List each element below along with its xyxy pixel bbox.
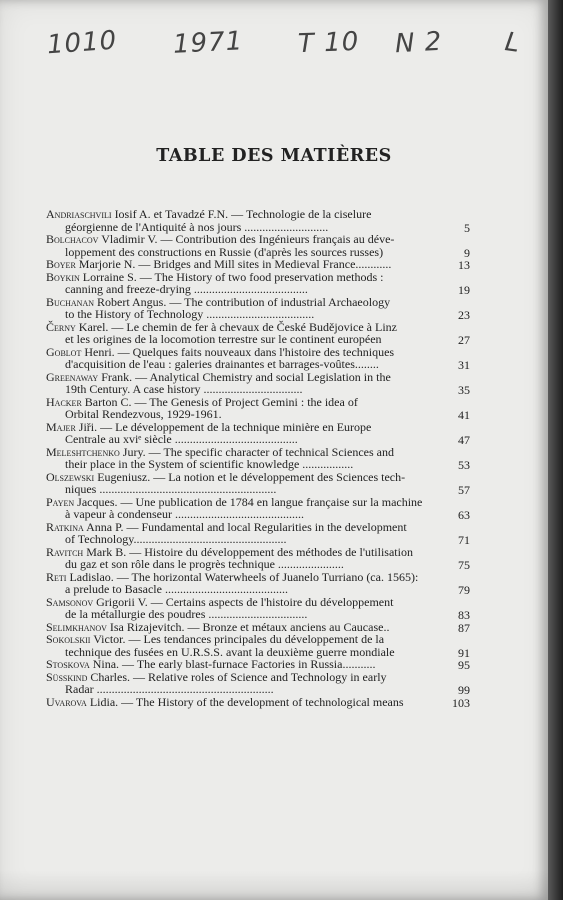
entry-title: Iosif A. et Tavadzé F.N. — Technologie de la ciselure [111, 207, 372, 221]
entry-text [46, 596, 438, 621]
toc-entry [46, 232, 470, 260]
entry-author: Meleshtchenko [46, 444, 120, 459]
page-number: 41 [458, 408, 470, 422]
entry-text [46, 321, 438, 346]
entry-title-continued: Orbital Rendezvous, 1929-1961. [65, 407, 222, 421]
entry-text [46, 471, 438, 496]
entry-title-continued: niques ........................................................... [65, 482, 277, 496]
page-number: 5 [464, 220, 470, 235]
entry-title-continued: Centrale au xviᵉ siècle ......................................... [65, 432, 298, 446]
entry-text [46, 546, 438, 571]
handwritten-text: N 2 [394, 26, 444, 60]
entry-text [46, 521, 438, 546]
handwritten-text: 1971 [172, 26, 244, 60]
entry-author: Hacker [46, 394, 82, 409]
entry-title: Jury. — The specific character of technical Sciences and [119, 444, 394, 459]
toc-entry [46, 469, 470, 497]
toc-entry [46, 544, 470, 572]
page-number: 71 [458, 533, 470, 547]
entry-title-continued: du gaz et son rôle dans le progrès technique ...................... [65, 557, 344, 571]
page-number: 91 [458, 645, 470, 660]
entry-author: Selimkhanov [46, 619, 107, 634]
page-bottom-shadow [0, 870, 548, 900]
entry-title-continued: à vapeur à condenseur ........................................... [65, 507, 304, 521]
book-edge [548, 0, 563, 900]
entry-title-continued: of Technology................................................... [65, 532, 287, 546]
entry-title: Robert Angus. — The contribution of industrial Archaeology [94, 294, 391, 309]
entry-title: Victor. — Les tendances principales du développement de la [90, 632, 385, 646]
page-number: 9 [464, 245, 470, 260]
toc-entry [46, 369, 470, 397]
entry-title: Jacques. — Une publication de 1784 en langue française sur la machine [74, 494, 423, 509]
entry-title: Ladislao. — The horizontal Waterwheels of Juanelo Turriano (ca. 1565): [66, 569, 419, 584]
entry-author: Ratkina [46, 519, 84, 534]
page-number: 35 [458, 383, 470, 397]
entry-author: Olszewski [46, 469, 95, 484]
entry-title-continued: de la métallurgie des poudres ................................. [65, 607, 308, 621]
page-number: 47 [458, 433, 470, 447]
entry-author: Sokolskii [46, 632, 91, 646]
entry-title: Lorraine S. — The History of two food preservation methods : [79, 269, 384, 284]
entry-author: Andriaschvili [46, 207, 112, 221]
page-number: 13 [458, 258, 470, 272]
entry-title: Vladimir V. — Contribution des Ingénieurs français au déve- [98, 232, 395, 246]
page-number: 23 [458, 308, 470, 322]
toc-entry [46, 269, 470, 297]
entry-text [46, 233, 438, 258]
entry-title: Isa Rizajevitch. — Bronze et métaux anciens au Caucase.. [106, 619, 390, 634]
entry-author: Payen [46, 494, 75, 509]
entry-title-continued: their place in the System of scientific knowledge ................. [65, 457, 354, 471]
entry-text [46, 696, 438, 709]
toc-entry [46, 419, 470, 447]
entry-title-continued: to the History of Technology .................................... [65, 307, 315, 321]
entry-author: Uvarova [46, 694, 87, 709]
toc-entry [46, 444, 470, 472]
entry-title: Anna P. — Fundamental and local Regularities in the development [83, 519, 407, 534]
toc-entry [46, 694, 470, 710]
toc-entry [46, 632, 470, 660]
handwritten-text: L [502, 27, 523, 59]
handwritten-text: 1010 [46, 25, 119, 61]
entry-author: Boykin [46, 269, 80, 284]
entry-text [46, 296, 438, 321]
entry-text [46, 271, 438, 296]
entry-author: Boyer [46, 257, 76, 271]
toc-entry [46, 207, 470, 235]
entry-title: Charles. — Relative roles of Science and Technology in early [87, 669, 387, 684]
entry-title-continued: canning and freeze-drying ...................................... [65, 282, 308, 296]
toc-entry [46, 519, 470, 547]
entry-text [46, 396, 438, 421]
entry-title: Frank. — Analytical Chemistry and social Legislation in the [98, 369, 391, 384]
entry-title: Jiři. — Le développement de la technique minière en Europe [75, 419, 372, 434]
page-number: 87 [458, 620, 470, 635]
toc-entry [46, 669, 470, 697]
entry-author: Süsskind [46, 669, 88, 684]
entry-title-continued: géorgienne de l'Antiquité à nos jours ............................ [65, 219, 329, 234]
entry-title: Karel. — Le chemin de fer à chevaux de České Budějovice à Linz [75, 319, 397, 334]
entry-text [46, 346, 438, 371]
entry-text [46, 421, 438, 446]
toc-entry [46, 319, 470, 347]
page-number: 53 [458, 458, 470, 472]
entry-title-continued: 19th Century. A case history ................................. [65, 382, 303, 396]
toc-entry [46, 394, 470, 422]
entry-author: Samsonov [46, 594, 94, 609]
entry-title-continued: technique des fusées en U.R.S.S. avant la deuxième guerre mondiale [65, 644, 395, 659]
toc-entry [46, 494, 470, 522]
entry-text [46, 671, 438, 696]
entry-text [46, 371, 438, 396]
entry-title: Mark B. — Histoire du développement des méthodes de l'utilisation [83, 544, 413, 559]
entry-title-continued: d'acquisition de l'eau : galeries drainantes et barrages-voûtes........ [65, 357, 379, 371]
entry-title: Marjorie N. — Bridges and Mill sites in Medieval France............ [75, 257, 392, 271]
entry-title-continued: loppement des constructions en Russie (d'après les sources russes) [65, 244, 384, 259]
entry-text [46, 446, 438, 471]
entry-author: Goblot [46, 344, 82, 359]
entry-text [46, 633, 438, 658]
toc-entry [46, 344, 470, 372]
page-number: 31 [458, 358, 470, 372]
entry-author: Bolchacov [46, 232, 99, 246]
entry-author: Ravitch [46, 544, 84, 559]
entry-author: Buchanan [46, 294, 95, 309]
toc-entry [46, 594, 470, 622]
entry-title: Henri. — Quelques faits nouveaux dans l'histoire des techniques [81, 344, 395, 359]
entry-title-continued: Radar ........................................................... [65, 682, 274, 696]
entry-title-continued: a prelude to Basacle ......................................... [65, 582, 288, 596]
entry-text [46, 208, 438, 233]
page-title: TABLE DES MATIÈRES [156, 146, 392, 166]
page-number: 79 [458, 583, 470, 597]
page-number: 83 [458, 608, 470, 622]
page-number: 95 [458, 658, 470, 672]
entry-title: Eugeniusz. — La notion et le développement des Sciences tech- [94, 469, 406, 484]
page-number: 99 [458, 683, 470, 697]
entry-author: Greenaway [46, 369, 99, 384]
handwritten-text: T 10 [297, 26, 360, 60]
entry-text [46, 496, 438, 521]
entry-title: Lidia. — The History of the development of technological means [86, 694, 404, 709]
page-number: 27 [458, 333, 470, 347]
entry-title: Nina. — The early blast-furnace Factories in Russia........... [89, 657, 376, 671]
page-number: 19 [458, 283, 470, 297]
entry-author: Majer [46, 419, 76, 434]
table-of-contents [46, 207, 470, 710]
entry-author: Reti [46, 569, 67, 584]
page-number: 103 [452, 695, 470, 710]
handwritten-note [35, 25, 535, 88]
entry-title-continued: et les origines de la locomotion terrestre sur le continent européen [65, 332, 382, 346]
toc-entry [46, 294, 470, 322]
entry-author: Stoskova [46, 657, 90, 671]
entry-title: Barton C. — The Genesis of Project Gemini : the idea of [81, 394, 358, 409]
entry-text [46, 571, 438, 596]
toc-entry [46, 569, 470, 597]
entry-title: Grigorii V. — Certains aspects de l'histoire du développement [93, 594, 394, 609]
entry-author: Černy [46, 319, 76, 334]
page-number: 75 [458, 558, 470, 572]
page-number: 57 [458, 483, 470, 497]
page-number: 63 [458, 508, 470, 522]
